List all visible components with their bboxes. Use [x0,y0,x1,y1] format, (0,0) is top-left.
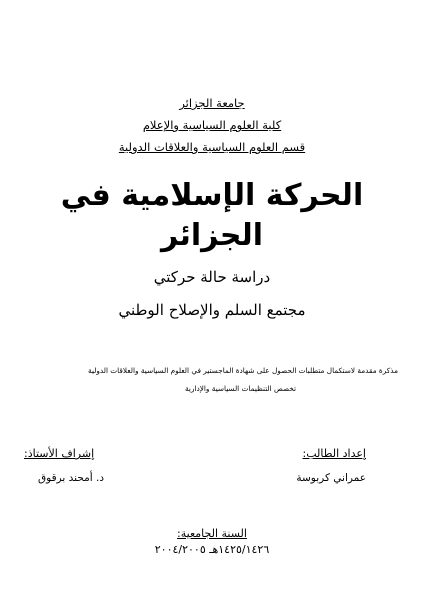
thesis-title-line-1: الحركة الإسلامية في [60,178,364,213]
thesis-title-line-2: الجزائر [160,218,264,253]
thesis-subtitle-line-1: دراسة حالة حركتي [153,268,271,286]
student-label: إعداد الطالب: [302,447,366,460]
memo-description: مذكرة مقدمة لاستكمال متطلبات الحصول على شهادة الماجستير في العلوم السياسية والعلاقات الدولية [88,366,398,375]
memo-specialty: تخصص التنظيمات السياسية والإدارية [185,384,296,393]
university-name: جامعة الجزائر [179,96,245,110]
faculty-name: كلية العلوم السياسية والإعلام [142,118,282,132]
supervisor-label: إشراف الأستاذ: [24,447,95,460]
student-name: عمراني كربوسة [296,472,366,484]
department-name: قسم العلوم السياسية والعلاقات الدولية [118,140,306,154]
supervisor-name: د. أمحند برقوق [38,472,104,484]
academic-year-value: ١٤٢٥/١٤٢٦هـ ٢٠٠٤/٢٠٠٥ [154,543,270,556]
thesis-subtitle-line-2: مجتمع السلم والإصلاح الوطني [118,301,306,319]
academic-year-label: السنة الجامعية: [177,527,247,540]
